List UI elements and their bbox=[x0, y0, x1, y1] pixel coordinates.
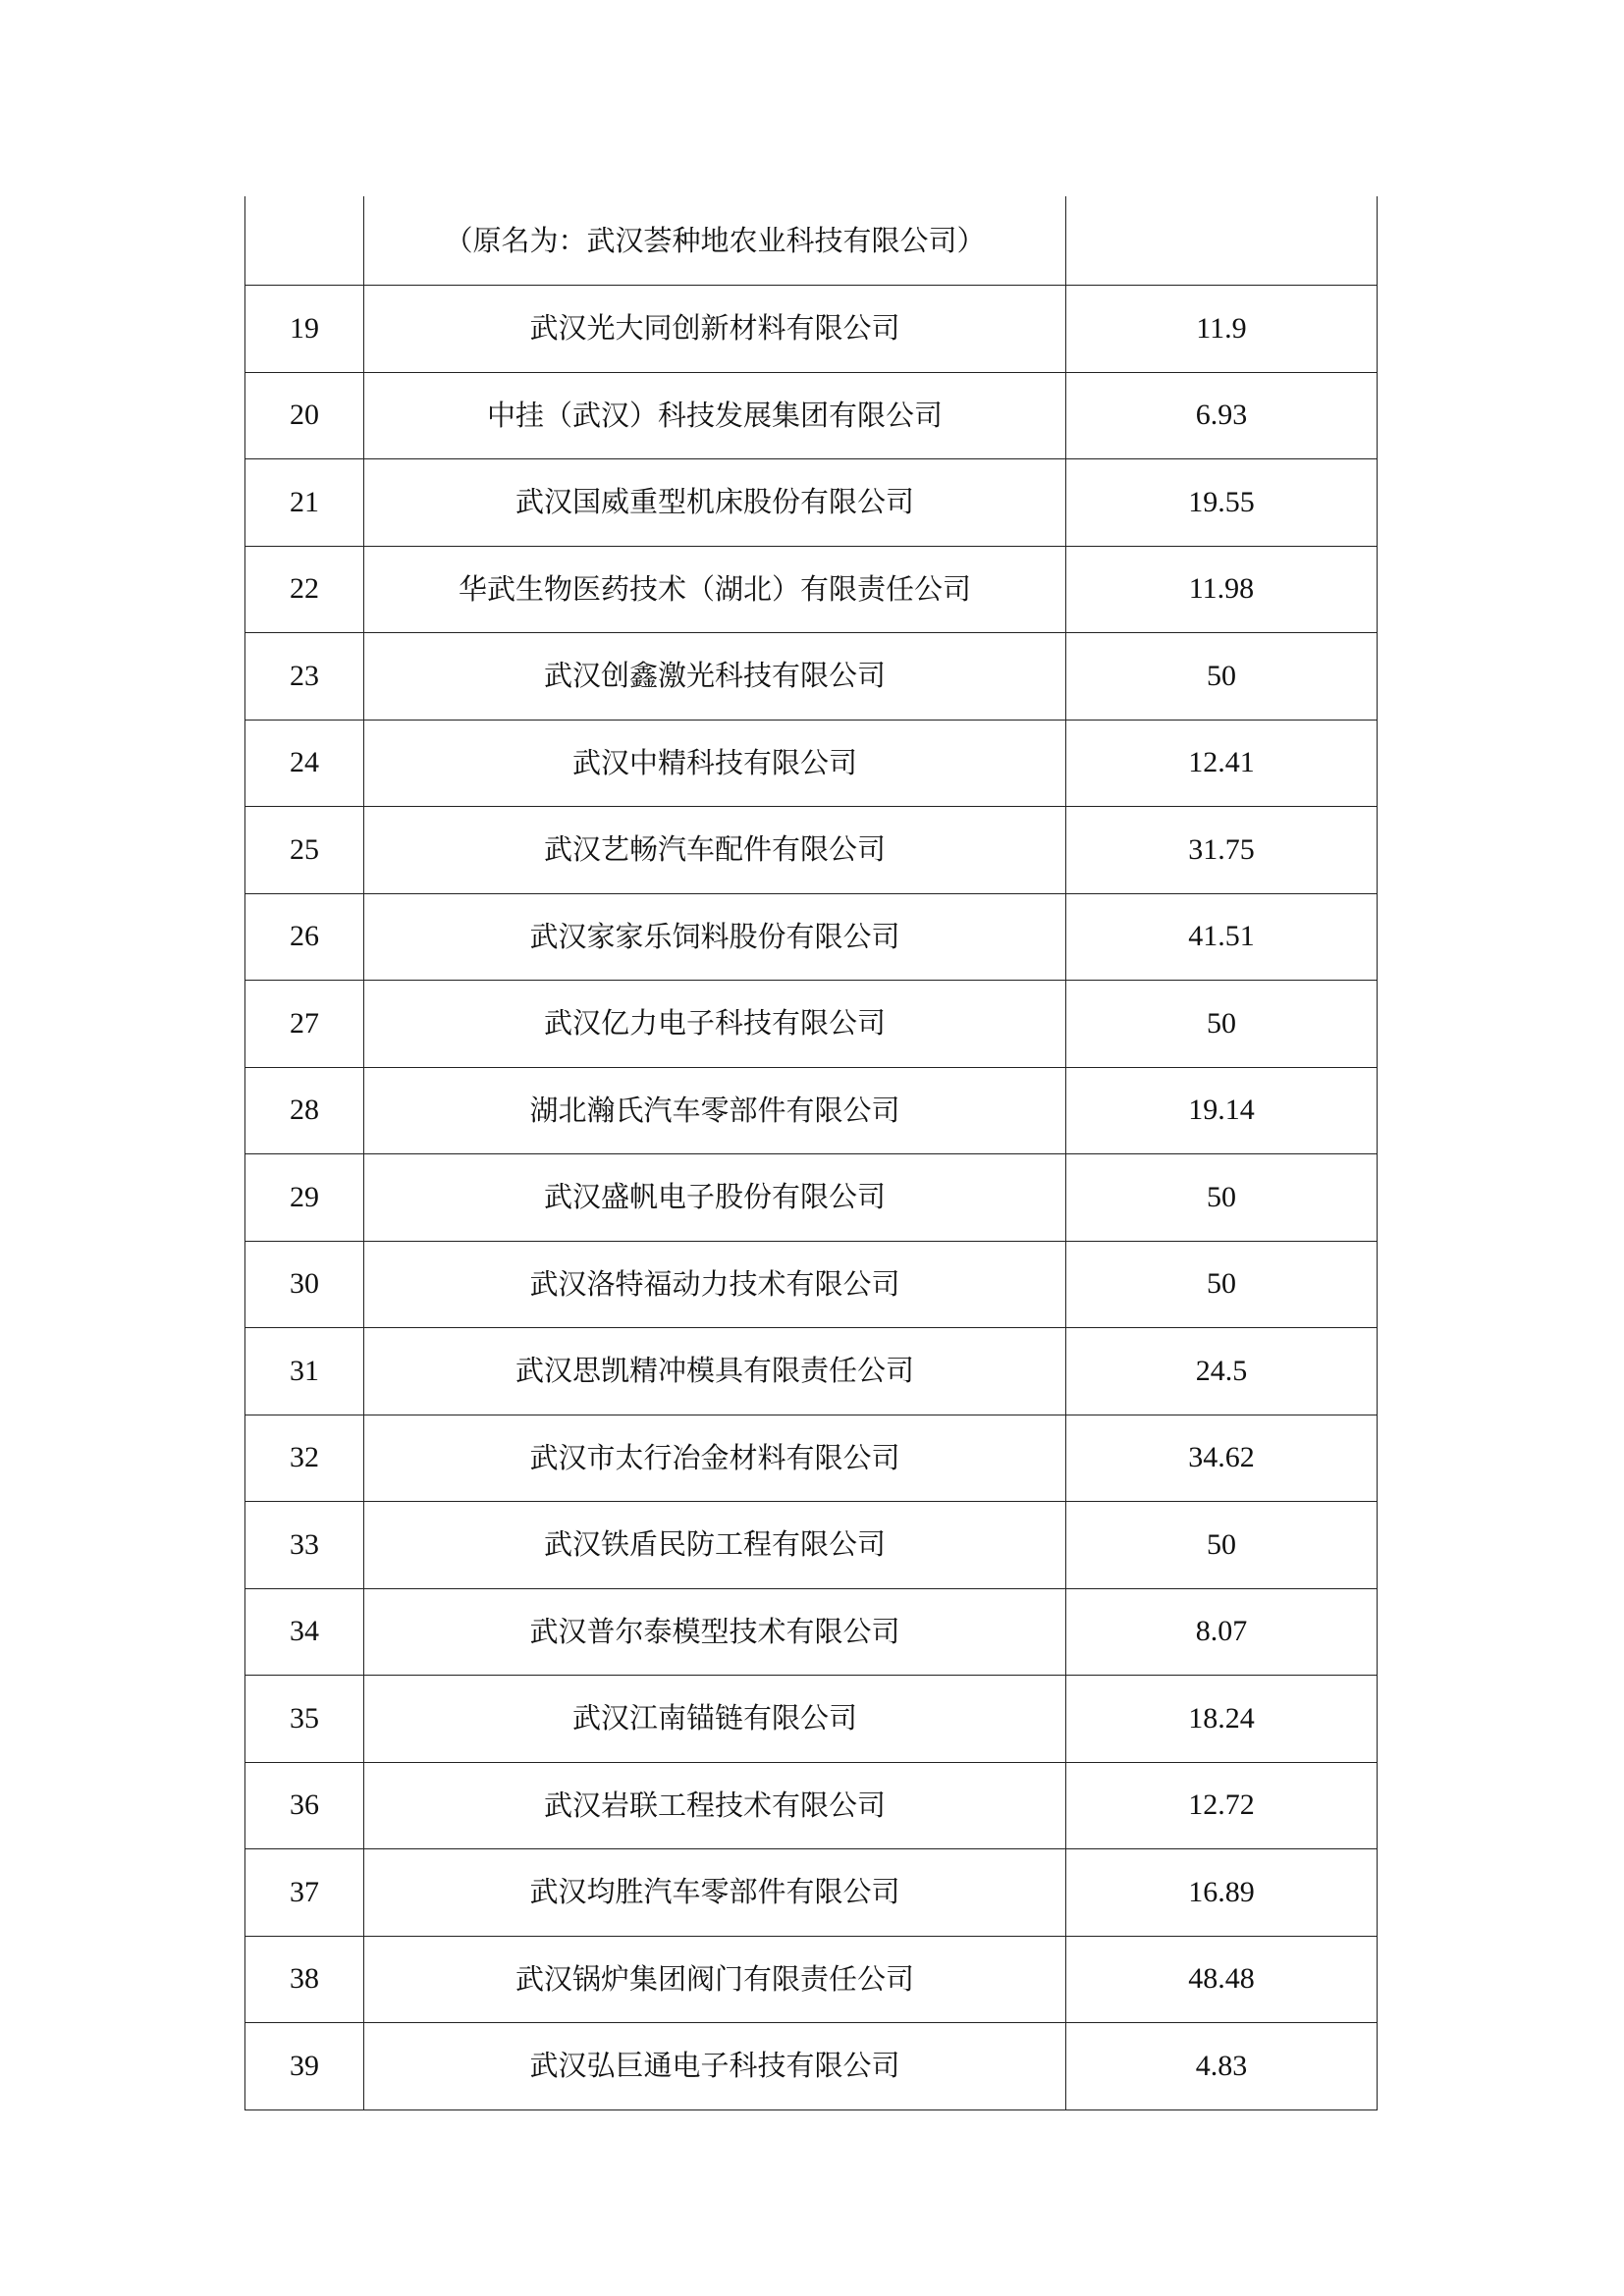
table-row bbox=[245, 1067, 1378, 1154]
table-body bbox=[245, 196, 1378, 2109]
company-name-cell: 武汉中精科技有限公司 bbox=[364, 720, 1066, 807]
amount-cell: 50 bbox=[1066, 1241, 1378, 1328]
amount-cell: 4.83 bbox=[1066, 2023, 1378, 2110]
table-row bbox=[245, 459, 1378, 547]
table-row bbox=[245, 893, 1378, 981]
company-name-cell: 湖北瀚氏汽车零部件有限公司 bbox=[364, 1067, 1066, 1154]
amount-cell: 48.48 bbox=[1066, 1936, 1378, 2023]
company-name-cell: 武汉光大同创新材料有限公司 bbox=[364, 286, 1066, 373]
table-row bbox=[245, 1762, 1378, 1849]
company-name-cell: 武汉洛特福动力技术有限公司 bbox=[364, 1241, 1066, 1328]
amount-cell: 19.55 bbox=[1066, 459, 1378, 547]
amount-cell: 31.75 bbox=[1066, 807, 1378, 894]
amount-cell: 8.07 bbox=[1066, 1588, 1378, 1676]
row-number-cell: 25 bbox=[245, 807, 364, 894]
table-row bbox=[245, 372, 1378, 459]
row-number-cell: 22 bbox=[245, 546, 364, 633]
amount-cell: 12.41 bbox=[1066, 720, 1378, 807]
table-row bbox=[245, 1154, 1378, 1242]
table-row bbox=[245, 1328, 1378, 1415]
company-name-cell: 武汉艺畅汽车配件有限公司 bbox=[364, 807, 1066, 894]
table-row bbox=[245, 1936, 1378, 2023]
company-name-cell: 武汉国威重型机床股份有限公司 bbox=[364, 459, 1066, 547]
row-number-cell: 21 bbox=[245, 459, 364, 547]
row-number-cell: 26 bbox=[245, 893, 364, 981]
amount-cell: 16.89 bbox=[1066, 1849, 1378, 1937]
table-row bbox=[245, 1849, 1378, 1937]
table-row bbox=[245, 1676, 1378, 1763]
row-number-cell: 29 bbox=[245, 1154, 364, 1242]
row-number-cell: 30 bbox=[245, 1241, 364, 1328]
row-number-cell: 19 bbox=[245, 286, 364, 373]
enterprise-table bbox=[244, 196, 1378, 2110]
company-name-cell: （原名为：武汉荟种地农业科技有限公司） bbox=[364, 196, 1066, 286]
table-row bbox=[245, 720, 1378, 807]
company-name-cell: 武汉市太行冶金材料有限公司 bbox=[364, 1415, 1066, 1502]
table-row bbox=[245, 807, 1378, 894]
amount-cell: 19.14 bbox=[1066, 1067, 1378, 1154]
company-name-cell: 武汉均胜汽车零部件有限公司 bbox=[364, 1849, 1066, 1937]
row-number-cell: 39 bbox=[245, 2023, 364, 2110]
row-number-cell: 20 bbox=[245, 372, 364, 459]
continuation-row bbox=[245, 196, 1378, 286]
company-name-cell: 中挂（武汉）科技发展集团有限公司 bbox=[364, 372, 1066, 459]
row-number-cell: 24 bbox=[245, 720, 364, 807]
company-name-cell: 华武生物医药技术（湖北）有限责任公司 bbox=[364, 546, 1066, 633]
table-row bbox=[245, 1415, 1378, 1502]
amount-cell: 24.5 bbox=[1066, 1328, 1378, 1415]
row-number-cell: 23 bbox=[245, 633, 364, 721]
amount-cell: 50 bbox=[1066, 633, 1378, 721]
amount-cell: 34.62 bbox=[1066, 1415, 1378, 1502]
amount-cell: 41.51 bbox=[1066, 893, 1378, 981]
table-row bbox=[245, 1502, 1378, 1589]
company-name-cell: 武汉锅炉集团阀门有限责任公司 bbox=[364, 1936, 1066, 2023]
amount-cell: 11.9 bbox=[1066, 286, 1378, 373]
row-number-cell: 37 bbox=[245, 1849, 364, 1937]
table-row bbox=[245, 1588, 1378, 1676]
table-row bbox=[245, 981, 1378, 1068]
amount-cell: 6.93 bbox=[1066, 372, 1378, 459]
amount-cell: 18.24 bbox=[1066, 1676, 1378, 1763]
company-name-cell: 武汉创鑫激光科技有限公司 bbox=[364, 633, 1066, 721]
table-row bbox=[245, 633, 1378, 721]
row-number-cell: 35 bbox=[245, 1676, 364, 1763]
table-row bbox=[245, 1241, 1378, 1328]
company-name-cell: 武汉岩联工程技术有限公司 bbox=[364, 1762, 1066, 1849]
company-name-cell: 武汉亿力电子科技有限公司 bbox=[364, 981, 1066, 1068]
row-number-cell: 33 bbox=[245, 1502, 364, 1589]
row-number-cell: 36 bbox=[245, 1762, 364, 1849]
company-name-cell: 武汉思凯精冲模具有限责任公司 bbox=[364, 1328, 1066, 1415]
amount-cell: 12.72 bbox=[1066, 1762, 1378, 1849]
amount-cell: 50 bbox=[1066, 1502, 1378, 1589]
amount-cell: 50 bbox=[1066, 981, 1378, 1068]
table-row bbox=[245, 286, 1378, 373]
company-name-cell: 武汉江南锚链有限公司 bbox=[364, 1676, 1066, 1763]
row-number-cell: 34 bbox=[245, 1588, 364, 1676]
company-name-cell: 武汉普尔泰模型技术有限公司 bbox=[364, 1588, 1066, 1676]
table-row bbox=[245, 2023, 1378, 2110]
row-number-cell bbox=[245, 196, 364, 286]
company-name-cell: 武汉铁盾民防工程有限公司 bbox=[364, 1502, 1066, 1589]
company-name-cell: 武汉弘巨通电子科技有限公司 bbox=[364, 2023, 1066, 2110]
row-number-cell: 32 bbox=[245, 1415, 364, 1502]
amount-cell: 50 bbox=[1066, 1154, 1378, 1242]
amount-cell: 11.98 bbox=[1066, 546, 1378, 633]
company-name-cell: 武汉家家乐饲料股份有限公司 bbox=[364, 893, 1066, 981]
row-number-cell: 27 bbox=[245, 981, 364, 1068]
table-row bbox=[245, 546, 1378, 633]
row-number-cell: 28 bbox=[245, 1067, 364, 1154]
row-number-cell: 38 bbox=[245, 1936, 364, 2023]
company-name-cell: 武汉盛帆电子股份有限公司 bbox=[364, 1154, 1066, 1242]
amount-cell bbox=[1066, 196, 1378, 286]
row-number-cell: 31 bbox=[245, 1328, 364, 1415]
